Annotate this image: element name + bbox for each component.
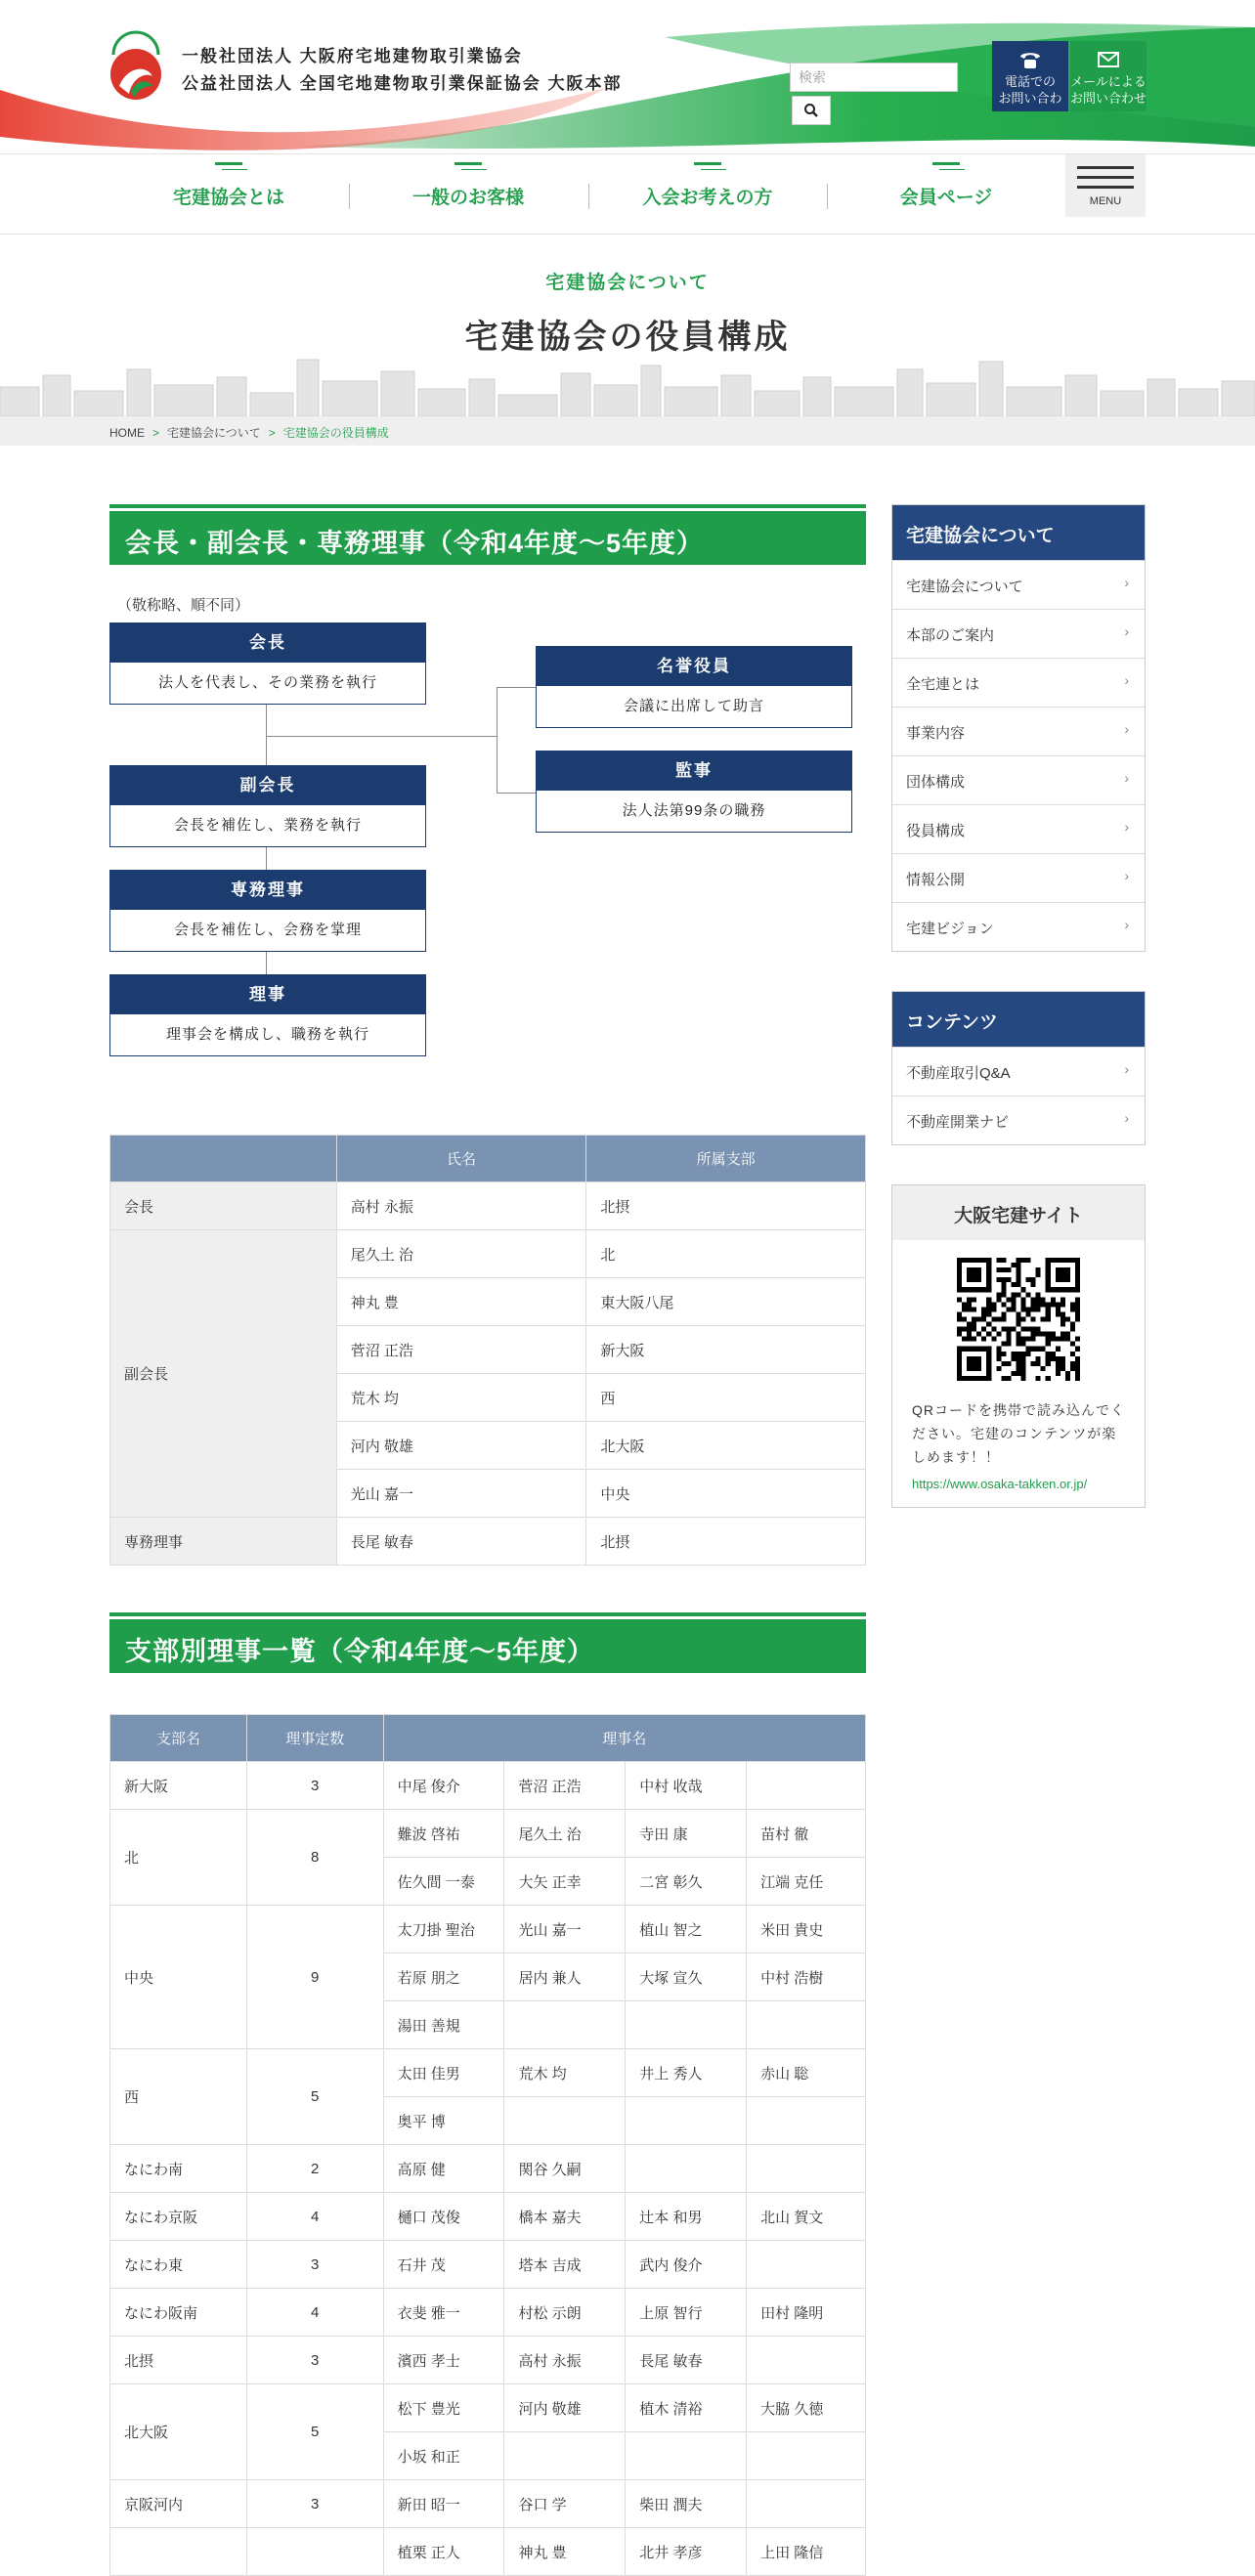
branch-name-cell: 京阪河内 [110,2480,247,2528]
table-row [110,1762,866,1810]
page-title: 宅建協会の役員構成 [464,319,791,356]
nav-item-label: 一般のお客様 [411,188,524,208]
name-cell: 菅沼 正浩 [336,1326,586,1374]
table-row [110,2289,866,2337]
org-name-line1: 一般社団法人 大阪府宅地建物取引業協会 [182,47,523,65]
branch-name-cell: 北摂 [110,2337,247,2384]
breadcrumb-home[interactable]: HOME [109,426,145,440]
org-chart [109,623,866,1099]
director-name-cell [747,2480,866,2528]
branch-name-cell: 中央 [110,1906,247,2049]
nav-item-about[interactable] [109,154,348,235]
table-row [110,2193,866,2241]
table-header: 所属支部 [586,1136,866,1182]
org-box-title: 専務理事 [110,871,425,910]
director-name-cell [626,2097,747,2145]
branch-directors-table [109,1714,866,2576]
branch-name-cell [110,2528,247,2576]
director-name-cell: 中村 收哉 [626,1762,747,1810]
hamburger-icon [1077,166,1134,189]
table-header: 氏名 [336,1136,586,1182]
page-header [0,235,1255,416]
nav-item-join[interactable] [588,154,827,235]
table-header-row [110,1136,866,1182]
director-name-cell [747,2001,866,2049]
branch-name-cell: 西 [110,2049,247,2145]
branch-table-body [110,1762,866,2576]
org-name-line2: 公益社団法人 全国宅地建物取引業保証協会 大阪本部 [182,74,623,93]
sidebar-about-menu [891,504,1146,952]
sidebar-contents-menu [891,991,1146,1145]
org-connector [497,687,536,688]
branch-name-cell: 北大阪 [110,2384,247,2480]
name-cell: 長尾 敏春 [336,1518,586,1566]
director-name-cell: 江端 克任 [747,1858,866,1906]
director-name-cell: 長尾 敏春 [626,2337,747,2384]
org-box-executive-director [109,870,426,952]
director-name-cell: 高原 健 [383,2145,504,2193]
director-count-cell: 8 [246,1810,383,1906]
sidebar-menu-item[interactable] [892,902,1145,951]
table-row [110,1230,866,1278]
breadcrumb-separator: > [152,426,160,440]
director-name-cell: 樋口 茂俊 [383,2193,504,2241]
name-cell: 河内 敬雄 [336,1422,586,1470]
sidebar-menu-label: 事業内容 [906,725,966,742]
sidebar-heading: 宅建協会について [892,505,1145,560]
director-name-cell: 奥平 博 [383,2097,504,2145]
director-count-cell: 4 [246,2289,383,2337]
table-row [110,2145,866,2193]
qr-description: QRコードを携帯で読み込んでください。宅建のコンテンツが楽しめます！！ [912,1402,1125,1465]
global-nav [0,154,1255,235]
nav-item-label: 会員ページ [899,188,993,208]
org-box-desc: 法人を代表し、その業務を執行 [157,674,377,691]
sidebar-about-list [892,560,1145,951]
director-count-cell: 5 [246,2049,383,2145]
director-name-cell: 赤山 聡 [747,2049,866,2097]
director-count-cell [246,2528,383,2576]
director-name-cell [747,2337,866,2384]
nav-item-label: 入会お考えの方 [642,188,773,208]
table-row [110,1182,866,1230]
breadcrumb [0,416,1255,446]
sidebar-menu-item[interactable] [892,755,1145,804]
director-name-cell [626,2432,747,2480]
sidebar-menu-label: 本部のご案内 [906,627,995,644]
chevron-right-icon: › [1124,819,1129,835]
director-name-cell: 石井 茂 [383,2241,504,2289]
director-name-cell [747,2241,866,2289]
branch-name-cell: なにわ阪南 [110,2289,247,2337]
nav-dash-icon [932,162,960,165]
director-name-cell: 関谷 久嗣 [504,2145,626,2193]
table-row [110,2241,866,2289]
director-name-cell: 谷口 学 [504,2480,626,2528]
director-count-cell: 9 [246,1906,383,2049]
search-input[interactable]: 検索 [790,63,958,92]
qr-code-panel [891,1184,1146,1508]
branch-cell: 中央 [586,1470,866,1518]
director-count-cell: 3 [246,1762,383,1810]
director-name-cell: 光山 嘉一 [504,1906,626,1953]
table-row [110,2528,866,2576]
director-name-cell: 田村 隆明 [747,2289,866,2337]
table-header: 理事名 [383,1715,865,1762]
table-header: 理事定数 [246,1715,383,1762]
branch-name-cell: なにわ京阪 [110,2193,247,2241]
org-box-chair [109,623,426,705]
sidebar-menu-label: 宅建協会について [906,579,1023,595]
table-row [110,2049,866,2097]
org-box-desc: 会議に出席して助言 [623,698,764,714]
director-name-cell: 菅沼 正浩 [504,1762,626,1810]
main-content [109,504,866,2576]
role-cell: 専務理事 [110,1518,337,1566]
director-name-cell [504,2097,626,2145]
director-name-cell: 新田 昭一 [383,2480,504,2528]
phone-label-line1: 電話での [1004,74,1056,89]
director-name-cell: 大塚 宣久 [626,1953,747,2001]
director-count-cell: 3 [246,2337,383,2384]
org-connector [497,793,536,794]
sidebar-menu-item[interactable] [892,1095,1145,1144]
nav-dash-icon [694,162,721,165]
menu-label: MENU [1089,195,1122,207]
director-name-cell: 若原 朋之 [383,1953,504,2001]
qr-site-link[interactable]: https://www.osaka-takken.or.jp/ [912,1477,1088,1491]
mail-icon [1096,49,1121,70]
table-row [110,2384,866,2432]
chevron-right-icon: › [1124,575,1129,590]
section-heading-executives: 会長・副会長・専務理事（令和4年度～5年度） [109,504,866,565]
page-subtitle: 宅建協会について [545,273,710,293]
director-name-cell: 二宮 彰久 [626,1858,747,1906]
chevron-right-icon: › [1124,721,1129,737]
org-box-director [109,974,426,1056]
director-name-cell [626,2145,747,2193]
director-name-cell: 湯田 善規 [383,2001,504,2049]
qr-heading: 大阪宅建サイト [892,1185,1145,1240]
breadcrumb-separator: > [268,426,276,440]
branch-name-cell: 新大阪 [110,1762,247,1810]
director-count-cell: 3 [246,2480,383,2528]
org-box-title: 会長 [110,623,425,663]
org-box-title: 理事 [110,975,425,1014]
table-row [110,1518,866,1566]
search-icon [803,103,819,118]
sidebar-heading: コンテンツ [892,992,1145,1047]
sidebar-menu-label: 全宅連とは [906,676,980,693]
branch-name-cell: 北 [110,1810,247,1906]
name-cell: 高村 永振 [336,1182,586,1230]
director-name-cell: 衣斐 雅一 [383,2289,504,2337]
chevron-right-icon: › [1124,672,1129,688]
branch-cell: 北摂 [586,1518,866,1566]
sidebar-menu-item[interactable] [892,853,1145,902]
director-name-cell: 中尾 俊介 [383,1762,504,1810]
branch-name-cell: なにわ南 [110,2145,247,2193]
nav-item-members[interactable] [827,154,1065,235]
role-cell: 会長 [110,1182,337,1230]
director-name-cell: 小坂 和正 [383,2432,504,2480]
branch-cell: 北大阪 [586,1422,866,1470]
director-name-cell: 柴田 潤夫 [626,2480,747,2528]
director-name-cell: 上原 智行 [626,2289,747,2337]
real-partner-logo[interactable] [108,37,164,104]
table-row [110,2337,866,2384]
nav-dash-icon [454,162,482,165]
director-name-cell: 植栗 正人 [383,2528,504,2576]
director-count-cell: 4 [246,2193,383,2241]
org-box-vice-chair [109,765,426,847]
mail-label-line1: メールによる [1070,74,1147,89]
nav-item-label: 宅建協会とは [172,188,284,208]
breadcrumb-parent[interactable]: 宅建協会について [167,426,261,440]
director-name-cell: 上田 隆信 [747,2528,866,2576]
branch-cell: 新大阪 [586,1326,866,1374]
director-name-cell: 濱西 孝士 [383,2337,504,2384]
director-name-cell: 村松 示朗 [504,2289,626,2337]
site-header [0,0,1255,154]
sidebar [891,504,1146,1508]
director-name-cell: 寺田 康 [626,1810,747,1858]
org-box-honorary [536,646,852,728]
role-cell: 副会長 [110,1230,337,1518]
org-box-desc: 会長を補佐し、業務を執行 [173,817,362,834]
phone-label-line2: お問い合わ [998,91,1062,106]
honorific-note: （敬称略、順不同） [117,597,250,614]
name-cell: 光山 嘉一 [336,1470,586,1518]
director-name-cell: 米田 貴史 [747,1906,866,1953]
org-box-title: 監事 [537,751,851,791]
org-connector [497,687,498,793]
director-name-cell: 河内 敬雄 [504,2384,626,2432]
sidebar-contents-list [892,1047,1145,1144]
sidebar-menu-item[interactable] [892,1047,1145,1095]
branch-cell: 東大阪八尾 [586,1278,866,1326]
director-name-cell: 太刀掛 聖治 [383,1906,504,1953]
director-name-cell: 植山 智之 [626,1906,747,1953]
phone-contact-button[interactable] [992,41,1068,111]
director-name-cell: 居内 兼人 [504,1953,626,2001]
table-header: 支部名 [110,1715,247,1762]
city-skyline-illustration [0,358,1255,416]
director-name-cell [504,2432,626,2480]
qr-code-image [957,1258,1080,1381]
breadcrumb-current: 宅建協会の役員構成 [282,426,389,440]
chevron-right-icon: › [1124,623,1129,639]
director-count-cell: 5 [246,2384,383,2480]
mail-contact-button[interactable] [1070,41,1147,111]
name-cell: 荒木 均 [336,1374,586,1422]
executives-table [109,1135,866,1566]
chevron-right-icon: › [1124,1061,1129,1077]
director-name-cell: 大矢 正幸 [504,1858,626,1906]
chevron-right-icon: › [1124,1110,1129,1126]
mail-label-line2: お問い合わせ [1070,91,1147,106]
section-heading-branch-directors: 支部別理事一覧（令和4年度～5年度） [109,1612,866,1673]
table-header-row [110,1715,866,1762]
chevron-right-icon: › [1124,868,1129,883]
director-name-cell: 荒木 均 [504,2049,626,2097]
org-connector [266,703,267,1000]
director-name-cell [747,2145,866,2193]
sidebar-menu-item[interactable] [892,707,1145,755]
org-box-desc: 理事会を構成し、職務を執行 [165,1026,369,1043]
table-row [110,1906,866,1953]
director-name-cell: 太田 佳男 [383,2049,504,2097]
director-name-cell: 大脇 久徳 [747,2384,866,2432]
sidebar-menu-label: 不動産取引Q&A [906,1065,1011,1082]
director-name-cell: 尾久土 治 [504,1810,626,1858]
director-name-cell: 塔本 吉成 [504,2241,626,2289]
phone-icon [1017,49,1043,70]
director-name-cell: 難波 啓祐 [383,1810,504,1858]
chevron-right-icon: › [1124,917,1129,932]
director-name-cell: 松下 豊光 [383,2384,504,2432]
sidebar-menu-item[interactable] [892,658,1145,707]
org-box-desc: 会長を補佐し、会務を掌理 [173,922,362,938]
director-name-cell [626,2001,747,2049]
director-name-cell: 北山 賀文 [747,2193,866,2241]
sidebar-menu-label: 団体構成 [906,774,966,791]
menu-button[interactable] [1065,154,1146,217]
director-count-cell: 2 [246,2145,383,2193]
table-row [110,1810,866,1858]
director-name-cell: 武内 俊介 [626,2241,747,2289]
sidebar-menu-label: 情報公開 [906,872,966,888]
director-name-cell: 辻本 和男 [626,2193,747,2241]
director-name-cell [747,1762,866,1810]
org-box-title: 名誉役員 [537,647,851,686]
table-row [110,2480,866,2528]
sidebar-menu-item[interactable] [892,609,1145,658]
branch-cell: 西 [586,1374,866,1422]
director-name-cell: 井上 秀人 [626,2049,747,2097]
sidebar-menu-label: 不動産開業ナビ [906,1114,1010,1131]
director-name-cell [747,2097,866,2145]
sidebar-menu-item[interactable] [892,560,1145,609]
director-name-cell [504,2001,626,2049]
search-button[interactable] [792,96,831,125]
org-connector [266,736,497,737]
director-count-cell: 3 [246,2241,383,2289]
director-name-cell [747,2432,866,2480]
director-name-cell: 中村 浩樹 [747,1953,866,2001]
sidebar-menu-label: 役員構成 [906,823,966,839]
nav-dash-icon [215,162,242,165]
org-box-title: 副会長 [110,766,425,805]
name-cell: 神丸 豊 [336,1278,586,1326]
director-name-cell: 北井 孝彦 [626,2528,747,2576]
nav-item-general[interactable] [349,154,587,235]
org-box-desc: 法人法第99条の職務 [622,802,766,819]
director-name-cell: 植木 清裕 [626,2384,747,2432]
director-name-cell: 橋本 嘉夫 [504,2193,626,2241]
director-name-cell: 高村 永振 [504,2337,626,2384]
branch-cell: 北 [586,1230,866,1278]
name-cell: 尾久土 治 [336,1230,586,1278]
org-box-auditor [536,751,852,833]
director-name-cell: 苗村 徹 [747,1810,866,1858]
director-name-cell: 佐久間 一泰 [383,1858,504,1906]
sidebar-menu-item[interactable] [892,804,1145,853]
branch-name-cell: なにわ東 [110,2241,247,2289]
organization-name [182,43,622,98]
branch-cell: 北摂 [586,1182,866,1230]
table-header [110,1136,337,1182]
sidebar-menu-label: 宅建ビジョン [906,921,994,937]
director-name-cell: 神丸 豊 [504,2528,626,2576]
chevron-right-icon: › [1124,770,1129,786]
